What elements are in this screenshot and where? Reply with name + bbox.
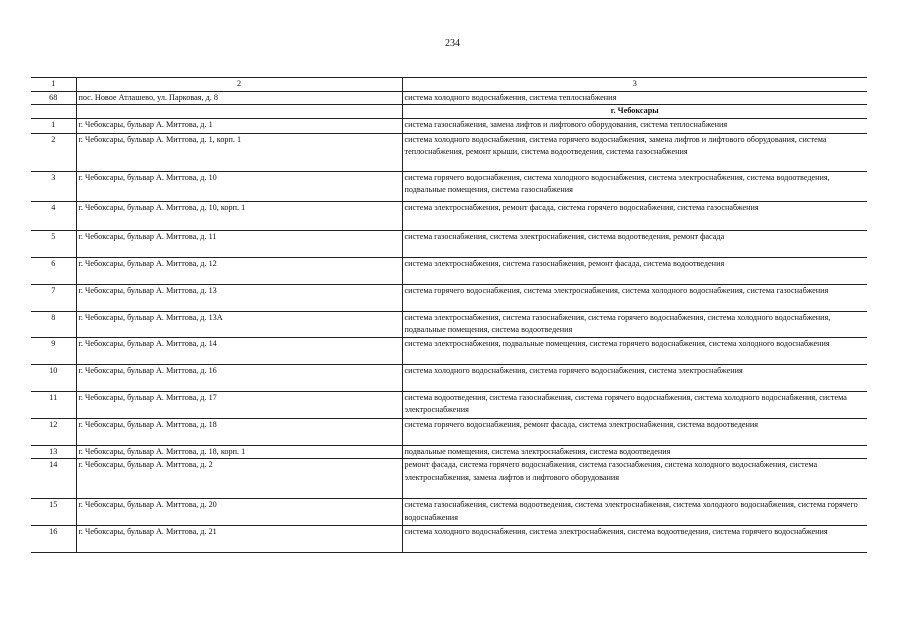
row-works: система горячего водоснабжения, система электроснабжения, система холодного водоснабжения, система газоснабжения <box>402 284 867 311</box>
table-row <box>31 311 867 337</box>
row-works: система электроснабжения, система газоснабжения, система горячего водоснабжения, система холодного водоснабжения, подвальные помещения, система водоотведения <box>402 311 867 337</box>
row-address: г. Чебоксары, бульвар А. Миттова, д. 13А <box>76 311 402 337</box>
table-row <box>31 418 867 445</box>
row-number: 15 <box>31 499 76 526</box>
table-row <box>31 201 867 230</box>
row-number: 1 <box>31 118 76 133</box>
row-works: система водоотведения, система газоснабжения, система горячего водоснабжения, система холодного водоснабжения, система электроснабжения <box>402 391 867 418</box>
table-row <box>31 118 867 133</box>
row-number: 13 <box>31 445 76 459</box>
row-works: система электроснабжения, подвальные помещения, система горячего водоснабжения, система холодного водоснабжения <box>402 337 867 364</box>
row-address: пос. Новое Атлашево, ул. Парковая, д. 8 <box>76 91 402 105</box>
row-address: г. Чебоксары, бульвар А. Миттова, д. 11 <box>76 230 402 257</box>
row-number: 11 <box>31 391 76 418</box>
row-works: система горячего водоснабжения, система холодного водоснабжения, система электроснабжения, система водоотведения, подвальные помещения, система газоснабжения <box>402 171 867 201</box>
row-address: г. Чебоксары, бульвар А. Миттова, д. 18 <box>76 418 402 445</box>
column-number-2: 2 <box>76 78 402 92</box>
table-row <box>31 230 867 257</box>
table-row <box>31 499 867 526</box>
row-works: система холодного водоснабжения, система горячего водоснабжения, замена лифтов и лифтового оборудования, система теплоснабжения, ремонт крыши, система водоотведения, система газоснабжения <box>402 133 867 171</box>
row-number: 6 <box>31 257 76 284</box>
table-row <box>31 364 867 391</box>
row-address: г. Чебоксары, бульвар А. Миттова, д. 12 <box>76 257 402 284</box>
table-row <box>31 391 867 418</box>
row-works: система газоснабжения, замена лифтов и лифтового оборудования, система теплоснабжения <box>402 118 867 133</box>
row-number: 12 <box>31 418 76 445</box>
table-row <box>31 171 867 201</box>
row-works: система холодного водоснабжения, система теплоснабжения <box>402 91 867 105</box>
row-address: г. Чебоксары, бульвар А. Миттова, д. 1 <box>76 118 402 133</box>
works-table <box>31 77 867 553</box>
row-address: г. Чебоксары, бульвар А. Миттова, д. 16 <box>76 364 402 391</box>
row-address: г. Чебоксары, бульвар А. Миттова, д. 10 <box>76 171 402 201</box>
row-number: 7 <box>31 284 76 311</box>
row-works: система холодного водоснабжения, система электроснабжения, система водоотведения, система горячего водоснабжения <box>402 526 867 553</box>
row-address: г. Чебоксары, бульвар А. Миттова, д. 2 <box>76 459 402 499</box>
column-number-1: 1 <box>31 78 76 92</box>
row-address: г. Чебоксары, бульвар А. Миттова, д. 10, корп. 1 <box>76 201 402 230</box>
row-address: г. Чебоксары, бульвар А. Миттова, д. 14 <box>76 337 402 364</box>
row-address: г. Чебоксары, бульвар А. Миттова, д. 21 <box>76 526 402 553</box>
row-works: система электроснабжения, система газоснабжения, ремонт фасада, система водоотведения <box>402 257 867 284</box>
row-number: 3 <box>31 171 76 201</box>
city-header-row <box>31 105 867 119</box>
row-works: система горячего водоснабжения, ремонт фасада, система электроснабжения, система водоотведения <box>402 418 867 445</box>
table-row <box>31 526 867 553</box>
row-address: г. Чебоксары, бульвар А. Миттова, д. 13 <box>76 284 402 311</box>
row-works: система холодного водоснабжения, система горячего водоснабжения, система электроснабжения <box>402 364 867 391</box>
table-row <box>31 91 867 105</box>
row-address: г. Чебоксары, бульвар А. Миттова, д. 20 <box>76 499 402 526</box>
row-works: ремонт фасада, система горячего водоснабжения, система газоснабжения, система холодного водоснабжения, система электроснабжения, замена лифтов и лифтового оборудования <box>402 459 867 499</box>
row-address: г. Чебоксары, бульвар А. Миттова, д. 18, корп. 1 <box>76 445 402 459</box>
column-number-row <box>31 78 867 92</box>
row-number: 8 <box>31 311 76 337</box>
table-row <box>31 257 867 284</box>
row-number: 2 <box>31 133 76 171</box>
row-address: г. Чебоксары, бульвар А. Миттова, д. 1, корп. 1 <box>76 133 402 171</box>
table-row <box>31 133 867 171</box>
table-row <box>31 445 867 459</box>
row-works: подвальные помещения, система электроснабжения, система водоотведения <box>402 445 867 459</box>
city-header: г. Чебоксары <box>402 105 867 119</box>
row-address: г. Чебоксары, бульвар А. Миттова, д. 17 <box>76 391 402 418</box>
table-row <box>31 337 867 364</box>
row-number: 16 <box>31 526 76 553</box>
row-works: система электроснабжения, ремонт фасада, система горячего водоснабжения, система газоснабжения <box>402 201 867 230</box>
row-number: 5 <box>31 230 76 257</box>
row-number: 9 <box>31 337 76 364</box>
row-works: система газоснабжения, система водоотведения, система электроснабжения, система холодного водоснабжения, система горячего водоснабжения <box>402 499 867 526</box>
page-number: 234 <box>445 38 460 49</box>
column-number-3: 3 <box>402 78 867 92</box>
table-row <box>31 459 867 499</box>
table-row <box>31 284 867 311</box>
row-number: 14 <box>31 459 76 499</box>
row-number: 4 <box>31 201 76 230</box>
row-works: система газоснабжения, система электроснабжения, система водоотведения, ремонт фасада <box>402 230 867 257</box>
row-number: 10 <box>31 364 76 391</box>
row-number: 68 <box>31 91 76 105</box>
